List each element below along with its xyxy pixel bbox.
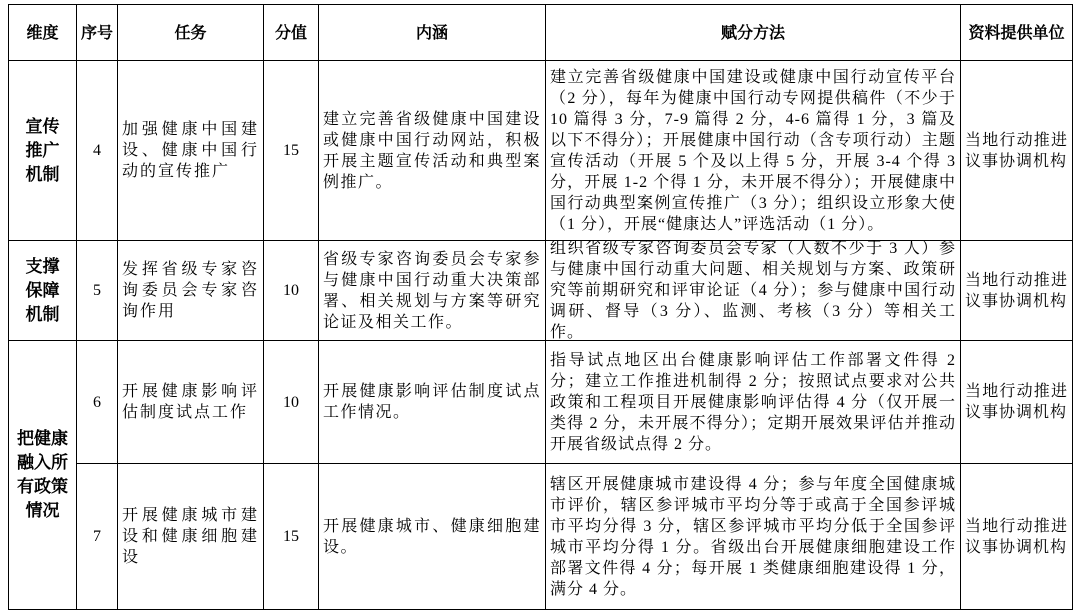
scoring-method-cell bbox=[546, 341, 961, 464]
scoring-method-cell bbox=[546, 464, 961, 610]
score-text: 10 bbox=[283, 393, 299, 411]
header-scoring-method-label: 赋分方法 bbox=[720, 23, 785, 42]
header-task-label: 任务 bbox=[174, 23, 207, 42]
score-text: 15 bbox=[283, 142, 299, 159]
dimension-cell bbox=[9, 341, 77, 610]
provider-text: 当地行动推进议事协调机构 bbox=[965, 383, 1068, 421]
task-cell bbox=[118, 61, 264, 241]
connotation-cell bbox=[319, 464, 546, 610]
number-text: 5 bbox=[93, 282, 101, 299]
provider-text: 当地行动推进议事协调机构 bbox=[965, 517, 1068, 556]
connotation-text: 开展健康影响评估制度试点工作情况。 bbox=[323, 383, 541, 421]
connotation-cell bbox=[319, 341, 546, 464]
header-scoring-method bbox=[546, 5, 961, 61]
provider-cell bbox=[961, 241, 1073, 341]
provider-cell bbox=[961, 464, 1073, 610]
provider-cell bbox=[961, 61, 1073, 241]
score-text: 15 bbox=[283, 528, 299, 545]
scoring-table bbox=[8, 4, 1073, 610]
number-cell bbox=[77, 341, 118, 464]
task-text: 开展健康城市建设和健康细胞建设 bbox=[122, 507, 259, 566]
dimension-cell bbox=[9, 241, 77, 341]
number-cell bbox=[77, 241, 118, 341]
scoring-method-cell bbox=[546, 61, 961, 241]
number-cell bbox=[77, 61, 118, 241]
header-connotation bbox=[319, 5, 546, 61]
task-text: 加强健康中国建设、健康中国行动的宣传推广 bbox=[122, 121, 259, 180]
task-text: 发挥省级专家咨询委员会专家咨询作用 bbox=[122, 261, 259, 320]
header-provider bbox=[961, 5, 1073, 61]
number-text: 4 bbox=[93, 142, 101, 159]
task-text: 开展健康影响评估制度试点工作 bbox=[122, 383, 259, 421]
number-cell bbox=[77, 464, 118, 610]
task-cell bbox=[118, 341, 264, 464]
scoring-method-text: 建立完善省级健康中国建设或健康中国行动宣传平台（2 分），每年为健康中国行动专网提供稿件（不少于 10 篇得 3 分，7-9 篇得 2 分，4-6 篇得 1 分，3 篇及以下不得分）；开展健康中国行动（含专项行动）主题宣传活动（开展 5 个及以上得 5 分，开展 3-4 个得 3 分，开展 1-2 个得 1 分，未开展不得分）；开展健康中国行动典型案例宣传推广（3 分）；组织设立形象大使（1 分），开展“健康达人”评选活动（1 分）。 bbox=[550, 68, 956, 233]
header-no-label: 序号 bbox=[81, 23, 114, 42]
header-dimension bbox=[9, 5, 77, 61]
scoring-method-text: 辖区开展健康城市建设得 4 分；参与年度全国健康城市评价，辖区参评城市平均分等于或高于全国参评城市平均分得 3 分，辖区参评城市平均分低于全国参评城市平均分得 1 分。省级出台开展健康细胞建设工作部署文件得 4 分；每开展 1 类健康细胞建设得 1 分，满分 4 分。 bbox=[550, 475, 956, 598]
connotation-cell bbox=[319, 61, 546, 241]
provider-cell bbox=[961, 341, 1073, 464]
header-score bbox=[264, 5, 319, 61]
task-cell bbox=[118, 241, 264, 341]
scoring-method-text: 指导试点地区出台健康影响评估工作部署文件得 2 分；建立工作推进机制得 2 分；按照试点要求对公共政策和工程项目开展健康影响评估得 4 分（仅开展一类得 2 分，未开展不得分）；定期开展效果评估并推动开展省级试点得 2 分。 bbox=[550, 351, 956, 453]
header-connotation-label: 内涵 bbox=[415, 23, 448, 42]
provider-text: 当地行动推进议事协调机构 bbox=[965, 131, 1068, 170]
dimension-cell bbox=[9, 61, 77, 241]
connotation-text: 省级专家咨询委员会专家参与健康中国行动重大决策部署、相关规划与方案等研究论证及相关工作。 bbox=[323, 250, 541, 331]
header-dimension-label: 维度 bbox=[26, 23, 59, 42]
number-text: 7 bbox=[93, 528, 101, 545]
dimension-text: 支撑保障机制 bbox=[25, 256, 60, 325]
score-cell bbox=[264, 464, 319, 610]
number-text: 6 bbox=[93, 393, 101, 411]
score-cell bbox=[264, 341, 319, 464]
provider-text: 当地行动推进议事协调机构 bbox=[965, 271, 1068, 310]
score-cell bbox=[264, 241, 319, 341]
task-cell bbox=[118, 464, 264, 610]
connotation-cell bbox=[319, 241, 546, 341]
header-provider-label: 资料提供单位 bbox=[968, 23, 1065, 42]
scoring-method-cell bbox=[546, 241, 961, 341]
dimension-text: 把健康融入所有政策情况 bbox=[17, 429, 68, 521]
score-text: 10 bbox=[283, 282, 299, 299]
connotation-text: 建立完善省级健康中国建设或健康中国行动网站，积极开展主题宣传活动和典型案例推广。 bbox=[323, 110, 541, 191]
score-cell bbox=[264, 61, 319, 241]
header-task bbox=[118, 5, 264, 61]
dimension-text: 宣传推广机制 bbox=[25, 116, 60, 185]
header-score-label: 分值 bbox=[274, 23, 307, 42]
scoring-method-text: 组织省级专家咨询委员会专家（人数不少于 3 人）参与健康中国行动重大问题、相关规划与方案、政策研究等前期研究和评审论证（4 分）；参与健康中国行动调研、督导（3 分）、监测、考核（3 分）等相关工作。 bbox=[550, 241, 956, 341]
connotation-text: 开展健康城市、健康细胞建设。 bbox=[323, 517, 541, 556]
header-no bbox=[77, 5, 118, 61]
